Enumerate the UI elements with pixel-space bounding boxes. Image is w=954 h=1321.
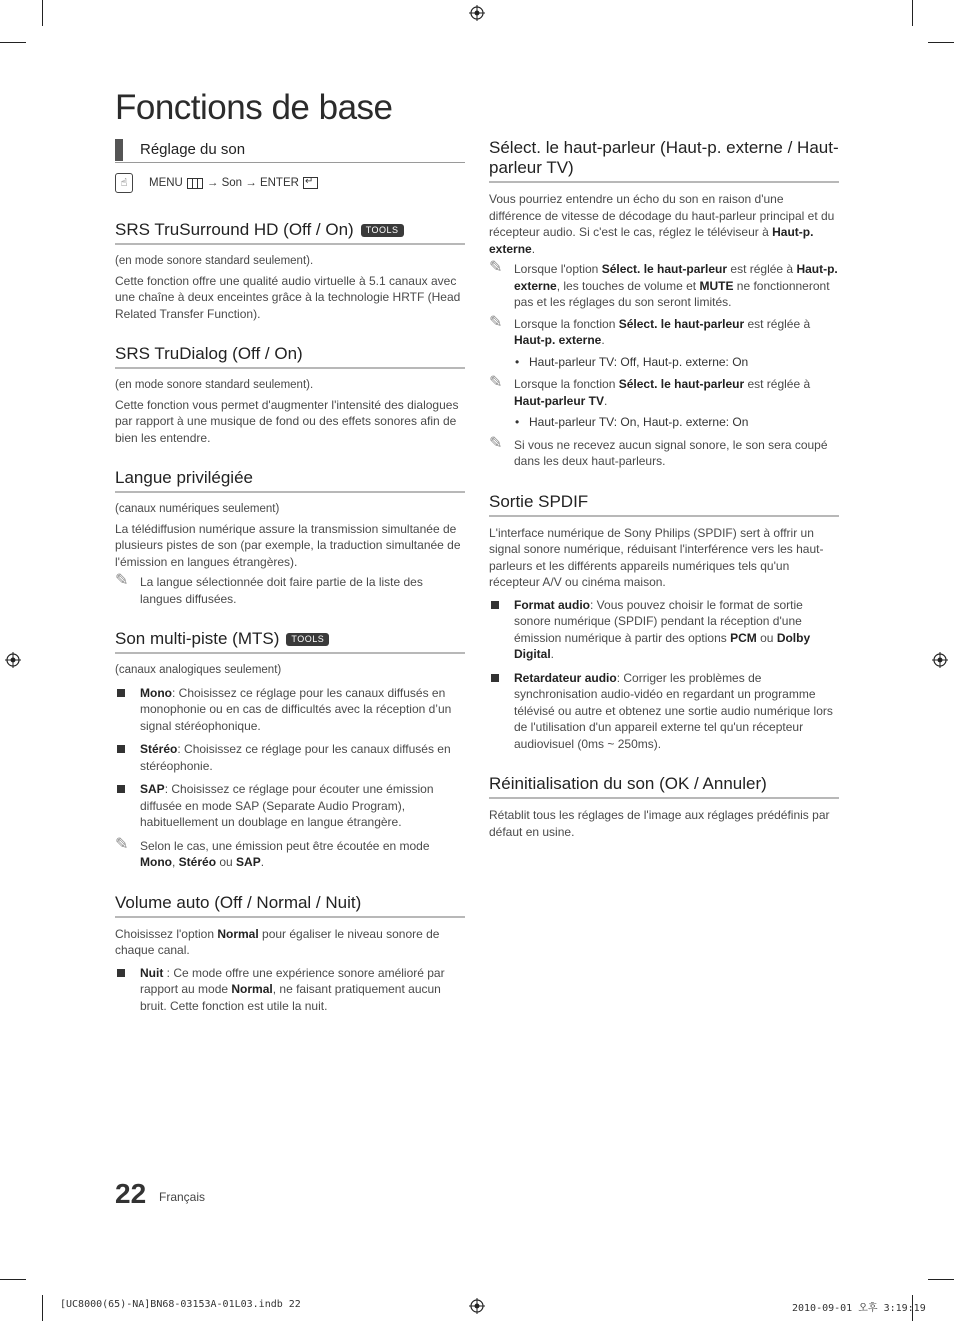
note-text: ne fonctionneront pas et les réglages du son seront limités. xyxy=(514,278,830,309)
right-column xyxy=(489,138,839,862)
pencil-note-icon: ✎ xyxy=(115,835,129,853)
subheading-bar xyxy=(115,139,123,161)
note-term: MUTE xyxy=(699,278,734,293)
section-title-text: SRS TruSurround HD (Off / On) xyxy=(115,220,354,239)
section-title-text: Volume auto (Off / Normal / Nuit) xyxy=(115,892,362,912)
crop-mark xyxy=(0,42,26,43)
note-text: Lorsque l'option xyxy=(514,262,602,276)
note-text: est réglée à xyxy=(744,316,811,331)
bullet-term: Nuit xyxy=(140,965,164,980)
page-number: 22 xyxy=(115,1178,147,1209)
section-title xyxy=(115,468,465,493)
subheading-text: Réglage du son xyxy=(140,140,246,158)
list-item xyxy=(115,965,465,1015)
note-term: Haut-p. externe xyxy=(514,333,602,347)
print-slug-right: 2010-09-01 오후 3:19:19 xyxy=(792,1303,926,1314)
bullet-text: : Vous pouvez choisir le format de sortie sonore numérique (SPDIF) pendant la réception d'une émission numérique à partir des options xyxy=(514,597,803,645)
desc-text: pour égaliser le niveau sonore de chaque canal. xyxy=(115,926,440,957)
list-item xyxy=(115,781,465,831)
section-title xyxy=(115,629,465,654)
note-text: , les touches de volume et xyxy=(556,278,700,293)
section-title xyxy=(115,893,465,918)
note-term: Sélect. le haut-parleur xyxy=(601,262,728,276)
bullet-text: , ne faisant pratiquement aucun bruit. Cette fonction est utile la nuit. xyxy=(140,982,441,1013)
note-text: Lorsque la fonction xyxy=(514,316,619,331)
section-title xyxy=(115,344,465,369)
section-title xyxy=(489,138,839,183)
bullet-text: ou xyxy=(756,630,777,645)
note-text: est réglée à xyxy=(727,262,797,276)
bullet-text: . xyxy=(550,647,555,661)
note xyxy=(489,434,839,470)
crop-mark xyxy=(42,1295,43,1321)
note-text: , xyxy=(172,855,179,869)
bullet-term: Normal xyxy=(231,982,273,996)
section-description: Rétablit tous les réglages de l'image aux réglages prédéfinis par défaut en usine. xyxy=(489,808,830,839)
note xyxy=(115,574,465,607)
section-speaker-select xyxy=(489,138,839,470)
bullet-list xyxy=(115,685,465,831)
registration-mark-icon xyxy=(469,5,485,21)
crop-mark xyxy=(42,0,43,26)
crop-mark xyxy=(912,0,913,26)
bullet-term: Mono xyxy=(140,685,172,700)
bullet-term: Retardateur audio xyxy=(514,670,617,685)
menu-label: MENU xyxy=(149,176,183,189)
bullet-text: : Ce mode offre une expérience sonore amélioré par rapport au mode xyxy=(140,965,445,996)
desc-text: Vous pourriez entendre un écho du son en raison d'une différence de vitesse de décodage du haut-parleur principal et du récepteur audio. Si c'est le cas, réglez le téléviseur à xyxy=(489,192,835,239)
bullet-list xyxy=(489,597,839,753)
section-title-text: Réinitialisation du son (OK / Annuler) xyxy=(489,774,767,793)
section-mts xyxy=(115,629,465,871)
bullet-text: : Corriger les problèmes de synchronisation audio-vidéo en regardant un programme télévisé ou autre et obtenez une sortie audio numérique lors de l'utilisation d'un appareil externe tel qu'un récepteur audiovisuel (0ms ~ 250ms). xyxy=(514,670,833,751)
note-text: est réglée à xyxy=(744,377,811,391)
registration-mark-icon xyxy=(469,1298,485,1314)
section-description xyxy=(115,926,465,959)
section-title-text: Son multi-piste (MTS) xyxy=(115,629,280,648)
mode-note: (en mode sonore standard seulement). xyxy=(115,255,314,267)
crop-mark xyxy=(0,1279,26,1280)
pencil-note-icon: ✎ xyxy=(489,434,503,452)
dot-list xyxy=(489,354,839,371)
note-text: Lorsque la fonction xyxy=(514,377,619,391)
registration-mark-icon xyxy=(932,652,948,668)
note-text: . xyxy=(260,855,265,869)
note xyxy=(489,313,839,349)
desc-text: . xyxy=(531,241,536,256)
desc-term: Haut-p. externe xyxy=(489,225,814,256)
section-langue xyxy=(115,468,465,607)
left-column xyxy=(115,138,465,1036)
desc-text: Choisissez l'option xyxy=(115,926,218,941)
note-text: . xyxy=(604,393,608,408)
section-reinitialisation xyxy=(489,774,839,840)
note-term: Sélect. le haut-parleur xyxy=(618,377,745,391)
section-title xyxy=(115,220,465,245)
hand-remote-icon: ☝ xyxy=(115,173,133,193)
section-title xyxy=(489,492,839,517)
bullet-text: : Choisissez ce réglage pour les canaux diffusés en stéréophonie. xyxy=(140,742,451,773)
bullet-term: Dolby Digital xyxy=(514,630,811,661)
registration-mark-icon xyxy=(5,652,21,668)
pencil-note-icon: ✎ xyxy=(489,259,503,276)
list-item xyxy=(489,670,839,753)
bullet-term: PCM xyxy=(730,630,757,645)
section-title-text: Sélect. le haut-parleur (Haut-p. externe / Haut-parleur TV) xyxy=(489,138,839,177)
note-term: Haut-p. externe xyxy=(514,262,838,293)
note-text: ou xyxy=(216,855,237,869)
son-label: Son xyxy=(221,176,243,189)
section-description: La télédiffusion numérique assure la transmission simultanée de plusieurs pistes de son (par exemple, la traduction simultanée de l'émission en langues étrangères). xyxy=(115,521,461,569)
section-title-text: Langue privilégiée xyxy=(115,468,253,487)
section-title-text: SRS TruDialog (Off / On) xyxy=(115,344,303,363)
note-text: La langue sélectionnée doit faire partie de la liste des langues diffusées. xyxy=(140,575,423,606)
pencil-note-icon: ✎ xyxy=(489,313,503,331)
dot-list xyxy=(489,414,839,431)
subheading xyxy=(115,138,465,163)
list-item xyxy=(489,597,839,663)
note-term: Mono xyxy=(140,855,172,869)
note xyxy=(489,261,839,311)
note-text: Selon le cas, une émission peut être écoutée en mode xyxy=(140,838,430,853)
section-description xyxy=(489,191,839,257)
desc-term: Normal xyxy=(217,926,259,941)
menu-arrow: → xyxy=(245,176,257,189)
bullet-text: : Choisissez ce réglage pour écouter une émission diffusée en mode SAP (Separate Audio Program), habituellement un doublage en langue étrangère. xyxy=(140,782,434,829)
section-volume-auto xyxy=(115,893,465,1015)
section-sortie-spdif xyxy=(489,492,839,753)
section-srs-trusurround xyxy=(115,220,465,322)
note-term: Sélect. le haut-parleur xyxy=(618,316,745,331)
pencil-note-icon: ✎ xyxy=(489,374,503,391)
mode-note: (canaux numériques seulement) xyxy=(115,503,280,515)
menu-path xyxy=(115,173,465,193)
list-item: • Haut-parleur TV: Off, Haut-p. externe: On xyxy=(489,354,839,371)
section-title-text: Sortie SPDIF xyxy=(489,491,589,511)
list-item xyxy=(115,741,465,774)
bullet-term: SAP xyxy=(140,782,165,796)
page-title: Fonctions de base xyxy=(115,88,393,127)
bullet-list xyxy=(115,965,465,1015)
enter-label: ENTER xyxy=(259,176,299,189)
note-term: Haut-parleur TV xyxy=(514,393,605,408)
menu-icon xyxy=(187,178,203,189)
section-description: L'interface numérique de Sony Philips (SPDIF) sert à offrir un signal sonore numérique, réduisant l'interférence vers les haut-parleurs et les différents appareils numériques tels qu'un récepteur A/V ou cinéma maison. xyxy=(489,525,824,589)
footer-language: Français xyxy=(159,1190,206,1204)
tools-badge-icon: TOOLS xyxy=(361,224,404,237)
bullet-text: : Choisissez ce réglage pour les canaux diffusés en monophonie ou en cas de difficultés avec la réception d’un signal stéréophonique. xyxy=(140,685,452,733)
crop-mark xyxy=(928,1279,954,1280)
section-description: Cette fonction offre une qualité audio virtuelle à 5.1 canaux avec une chaîne à deux enceintes grâce à la technologie HRTF (Head Related Transfer Function). xyxy=(115,273,461,321)
crop-mark xyxy=(928,42,954,43)
print-slug-left: [UC8000(65)-NA]BN68-03153A-01L03.indb 22 xyxy=(60,1299,301,1310)
list-item xyxy=(115,685,465,735)
note xyxy=(115,835,465,871)
mode-note: (en mode sonore standard seulement). xyxy=(115,379,314,391)
list-item: • Haut-parleur TV: On, Haut-p. externe: On xyxy=(489,414,839,431)
section-title xyxy=(489,774,839,799)
bullet-term: Stéréo xyxy=(140,742,178,756)
pencil-note-icon: ✎ xyxy=(115,572,129,589)
note-term: Stéréo xyxy=(178,855,217,869)
note-text: Si vous ne recevez aucun signal sonore, le son sera coupé dans les deux haut-parleurs. xyxy=(514,437,828,468)
note-term: SAP xyxy=(236,855,261,869)
section-srs-trudialog xyxy=(115,344,465,446)
note xyxy=(489,376,839,409)
menu-arrow: → xyxy=(206,176,219,189)
enter-icon xyxy=(303,177,318,189)
section-description: Cette fonction vous permet d'augmenter l'intensité des dialogues par rapport à une musique de fond ou des effets sonores afin de bien les entendre. xyxy=(115,397,459,445)
mode-note: (canaux analogiques seulement) xyxy=(115,664,282,676)
note-text: . xyxy=(601,333,605,347)
tools-badge-icon: TOOLS xyxy=(286,633,329,646)
bullet-term: Format audio xyxy=(514,597,591,612)
